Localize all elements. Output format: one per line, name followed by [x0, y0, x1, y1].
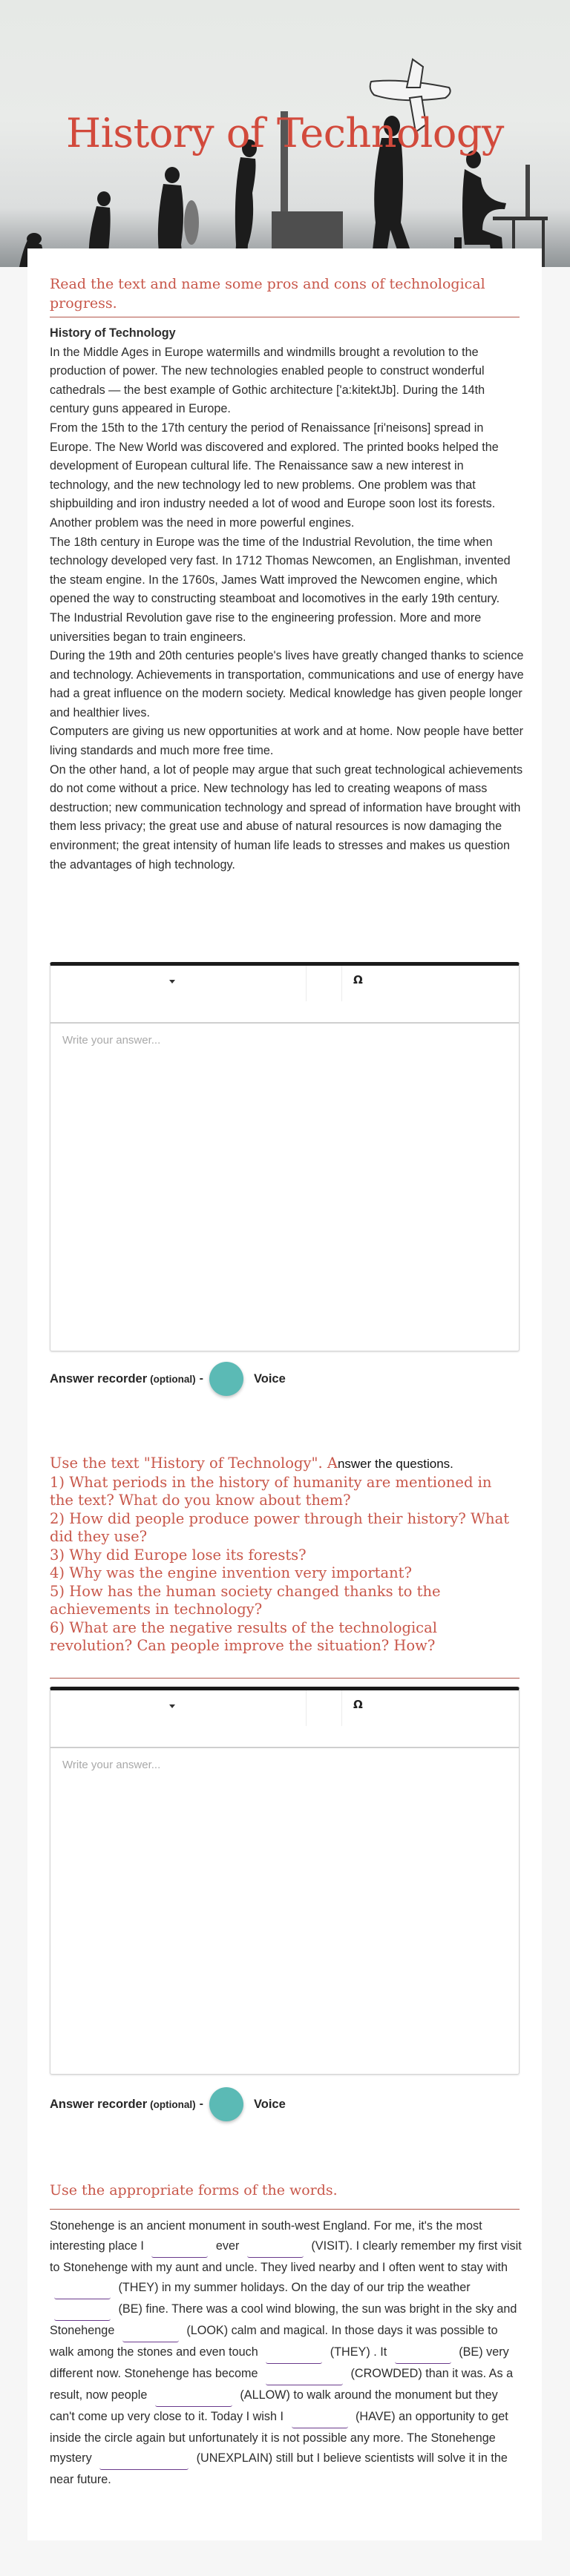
section2-title: Use the text "History of Technology". Answer the questions. [50, 1455, 453, 1472]
passage-paragraph: The Industrial Revolution gave rise to the engineering profession. More and more universities began to train engineers. [50, 610, 482, 644]
special-character-button[interactable]: Ω [353, 1698, 363, 1711]
answer-recorder-2 [50, 2086, 286, 2123]
question-item: 5) How has the human society changed thanks to the achievements in technology? [50, 1582, 441, 1618]
voice-label: Voice [253, 1371, 286, 1386]
section3-title: Use the appropriate forms of the words. [50, 2182, 338, 2198]
answer-textarea[interactable] [50, 1024, 519, 1348]
passage-paragraph: On the other hand, a lot of people may argue that such great technological achievements do not come without a price. New technology has led to creating weapons of mass destruction; new communication technology and spread of information have brought with them less privacy; the great use and abuse of natural resources is now damaging the environment; the great intensity of human life leads to stresses and makes us question the advantages of high technology. [50, 762, 523, 872]
answer-editor-1 [50, 962, 520, 1351]
passage-paragraph: In the Middle Ages in Europe watermills and windmills brought a revolution to the production of power. The new technologies enabled people to construct wonderful cathedrals — the best example of Gothic architecture ['a:kitektJb]. During the 14th century guns appeared in Europe. [50, 345, 485, 416]
chevron-down-icon [169, 980, 175, 984]
editor-toolbar [50, 1690, 519, 1748]
answer-recorder-1 [50, 1360, 286, 1397]
gap-input-3-they[interactable] [54, 2286, 111, 2299]
passage-paragraph: From the 15th to the 17th century the period of Renaissance [ri'neisons] spread in Europe. The New World was discovered and explored. The printed books helped the development of European cultural life. The Renaissance saw a new interest in technology, and the new technology led to new problems. One problem was that shipbuilding and iron industry needed a lot of wood and Europe soon lost its forests. Another problem was the need in more powerful engines. [50, 421, 499, 530]
gap-input-1[interactable] [151, 2244, 208, 2258]
answer-textarea[interactable] [50, 1748, 519, 2072]
answer-editor-2 [50, 1687, 520, 2075]
gap-input-4-be[interactable] [54, 2307, 111, 2321]
toolbar-spacer [307, 966, 342, 1001]
reading-passage [50, 324, 525, 874]
chevron-down-icon [169, 1704, 175, 1708]
question-item: 4) Why was the engine invention very important? [50, 1564, 412, 1581]
recorder-dash: - [199, 2098, 203, 2110]
gap-input-10-have[interactable] [292, 2415, 348, 2428]
passage-paragraph: The 18th century in Europe was the time of the Industrial Revolution, the time when technology developed very fast. In 1712 Thomas Newcomen, an Englishman, invented the steam engine. In the 1760s, James Watt improved the Newcomen engine, which opened the way to constructing steamboat and locomotives in the early 19th century. [50, 535, 511, 606]
section2-questions [50, 1455, 520, 1656]
recorder-label: Answer recorder [50, 1371, 148, 1386]
gap-input-5-look[interactable] [122, 2329, 179, 2342]
passage-paragraph: During the 19th and 20th centuries people's lives have greatly changed thanks to science and technology. Achievements in transportation, communications and use of energy have had a great influence on the modern society. Medical knowledge has given people longer and healthier lives. [50, 649, 524, 719]
gap-input-7-be[interactable] [395, 2351, 451, 2364]
page-title: History of Technology [66, 110, 504, 157]
recorder-optional-label: (optional) [150, 1373, 196, 1385]
recorder-optional-label: (optional) [150, 2098, 196, 2110]
gap-input-8-crowded[interactable] [266, 2372, 343, 2385]
section1-title: Read the text and name some pros and cons of technological progress. [50, 276, 485, 312]
question-item: 3) Why did Europe lose its forests? [50, 1546, 307, 1564]
gap-input-9-allow[interactable] [155, 2394, 232, 2407]
recorder-label: Answer recorder [50, 2097, 148, 2111]
gap-input-2-visit[interactable] [247, 2244, 304, 2258]
format-dropdown[interactable] [50, 1690, 307, 1726]
section3-divider [50, 2209, 520, 2210]
section2-divider [50, 1678, 520, 1679]
toolbar-spacer [307, 1690, 342, 1726]
format-dropdown[interactable] [50, 966, 307, 1001]
question-item: 2) How did people produce power through their history? What did they use? [50, 1509, 510, 1545]
gap-input-11-unexplain[interactable] [99, 2457, 189, 2470]
worksheet-card [27, 248, 542, 2540]
special-character-button[interactable]: Ω [353, 973, 363, 986]
passage-paragraph: Computers are giving us new opportunities at work and at home. Now people have better living standards and much more free time. [50, 725, 523, 758]
recorder-dash: - [199, 1372, 203, 1385]
question-item: 6) What are the negative results of the technological revolution? Can people improve the situation? How? [50, 1618, 437, 1654]
record-voice-button[interactable] [209, 1362, 243, 1396]
record-voice-button[interactable] [209, 2087, 243, 2121]
question-item: 1) What periods in the history of humanity are mentioned in the text? What do you know about them? [50, 1473, 492, 1509]
passage-heading: History of Technology [50, 326, 176, 340]
gap-input-6-they[interactable] [266, 2351, 322, 2364]
voice-label: Voice [253, 2097, 286, 2111]
editor-toolbar [50, 966, 519, 1024]
gap-fill-passage: Stonehenge is an ancient monument in south-west England. For me, it's the most interesting place I ever (VISIT). I clearly remember my first visit to Stonehenge with my aunt and uncle. They lived nearby and I often went to stay with (THEY) in my summer holidays. On the day of our trip the weather (BE) fine. There was a cool wind blowing, the sun was bright in the sky and Stonehenge (LOOK) calm and magical. In those days it was possible to walk among the stones and even touch (THEY) . It (BE) very different now. Stonehenge has become (CROWDED) than it was. As a result, now people (ALLOW) to walk around the monument but they can't come up very close to it. Today I wish I (HAVE) an opportunity to get inside the circle again but unfortunately it is not possible any more. The Stonehenge mystery (UNEXPLAIN) still but I believe scientists will solve it in the near future. [50, 2219, 522, 2486]
header-banner [0, 0, 570, 267]
